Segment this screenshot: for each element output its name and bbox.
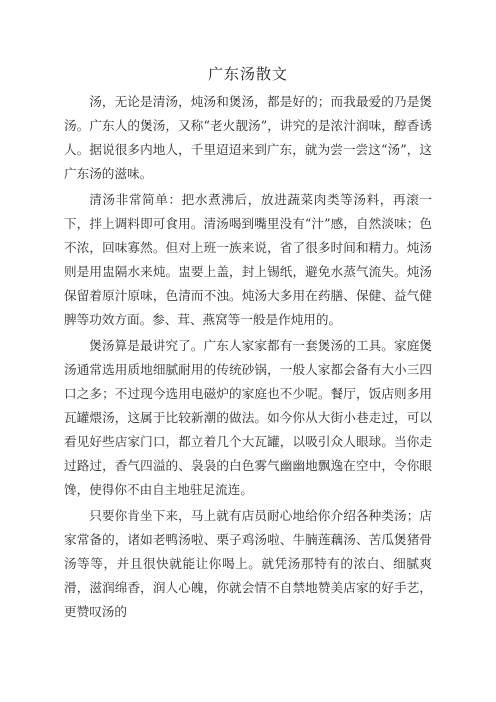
paragraph-1: 汤，无论是清汤，炖汤和煲汤，都是好的；而我最爱的乃是煲汤。广东人的煲汤，又称“老火靓汤”，讲究的是浓汁润味，醇香诱人。据说很多内地人，千里迢迢来到广东，就为尝一尝这“汤”，这广东汤的滋味。 <box>64 94 432 181</box>
paragraph-4: 只要你肯坐下来，马上就有店员耐心地给你介绍各种类汤；店家常备的，诸如老鸭汤啦、栗子鸡汤啦、牛腩莲藕汤、苦瓜煲猪骨汤等等，并且很快就能让你喝上。就凭汤那特有的浓白、细腻爽滑，滋润绵香，润人心魄，你就会情不自禁地赞美店家的好手艺，更赞叹汤的 <box>64 508 432 619</box>
document-title: 广东汤散文 <box>207 65 288 83</box>
paragraph-2: 清汤非常简单：把水煮沸后，放进蔬菜肉类等汤料，再滚一下，拌上调料即可食用。清汤喝到嘴里没有“汁”感，自然淡味；色不浓，回味寡然。但对上班一族来说，省了很多时间和精力。炖汤则是用盅隔水来炖。盅要上盖，封上锡纸，避免水蒸气流失。炖汤保留着原汁原味，色清而不浊。炖汤大多用在药膳、保健、益气健脾等功效方面。参、茸、燕窝等一般是作炖用的。 <box>64 192 432 327</box>
document-body <box>64 90 432 626</box>
paragraph-3: 煲汤算是最讲究了。广东人家家都有一套煲汤的工具。家庭煲汤通常选用质地细腻耐用的传统砂锅，一般人家都会备有大小三四口之多；不过现今选用电磁炉的家庭也不少呢。餐厅，饭店则多用瓦罐煨汤，这属于比较新潮的做法。如今你从大街小巷走过，可以看见好些店家门口，都立着几个大瓦罐，以吸引众人眼球。当你走过路过，香气四溢的、袅袅的白色雾气幽幽地飘逸在空中，令你眼馋，使得你不由自主地驻足流连。 <box>64 338 432 497</box>
